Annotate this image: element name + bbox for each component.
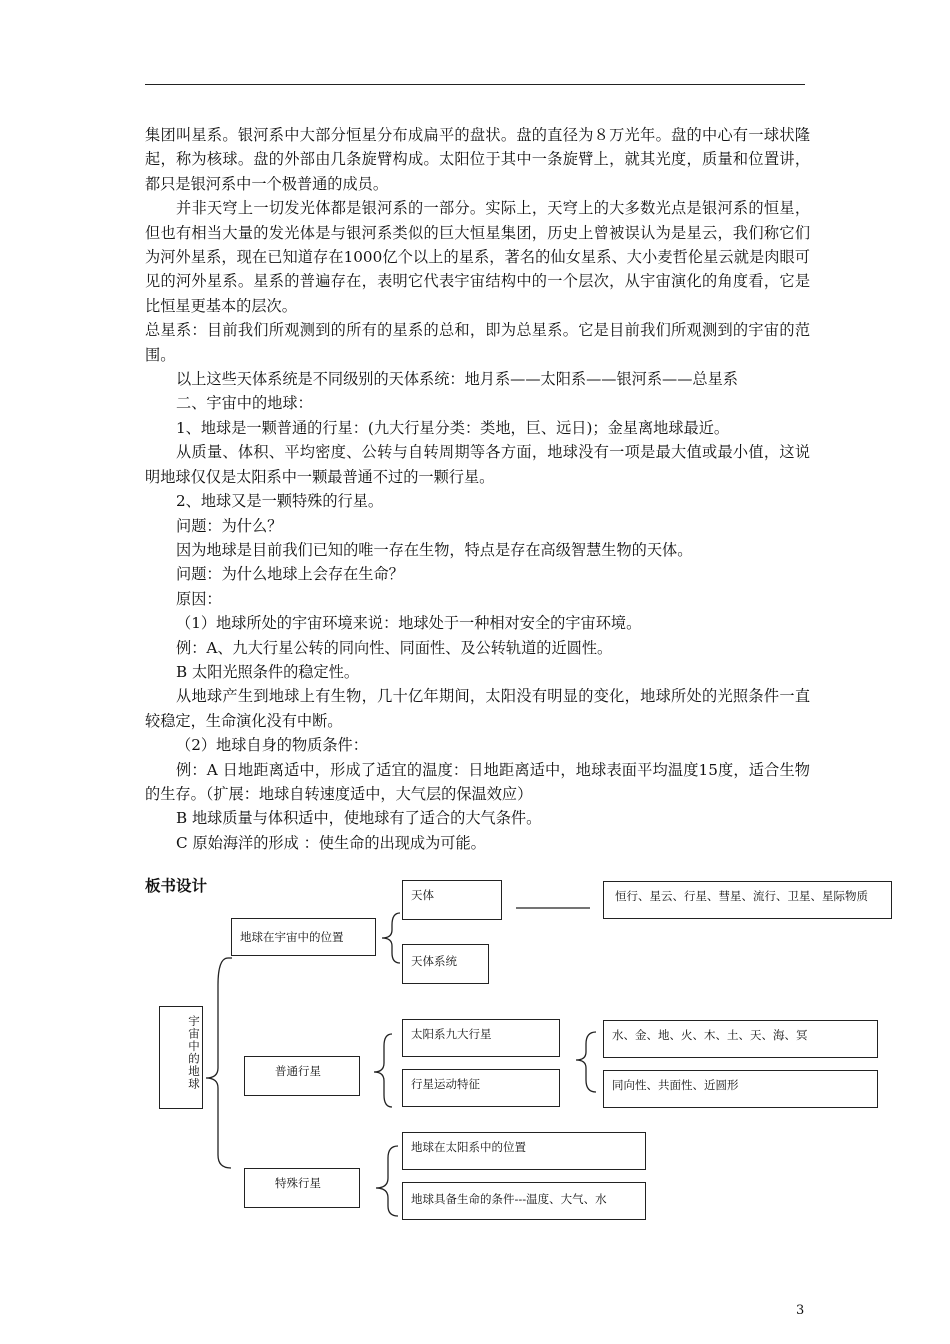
planet-motion-node: 行星运动特征	[402, 1069, 560, 1107]
special-planet-node: 特殊行星	[244, 1168, 360, 1208]
paragraph: 问题：为什么地球上会存在生命？	[176, 565, 404, 584]
paragraph: 原因：	[176, 589, 222, 608]
paragraph: 从质量、体积、平均密度、公转与自转周期等各方面，地球没有一项是最大值或最小值，这说明地球仅仅是太阳系中一颗最普通不过的一颗行星。	[145, 443, 810, 486]
life-conditions-node: 地球具备生命的条件---温度、大气、水	[402, 1182, 646, 1220]
b1-brace	[382, 913, 400, 963]
paragraph: 从地球产生到地球上有生物，几十亿年期间，太阳没有明显的变化，地球所处的光照条件一直较稳定，生命演化没有中断。	[145, 687, 810, 730]
paragraph: 总星系：目前我们所观测到的所有的星系的总和，即为总星系。它是目前我们所观测到的宇宙的范围。	[145, 321, 810, 364]
planet-list-node: 水、金、地、火、木、土、天、海、冥	[603, 1020, 878, 1058]
branch-position-node: 地球在宇宙中的位置	[231, 918, 376, 956]
paragraph: 问题：为什么？	[176, 516, 283, 535]
b2-brace	[374, 1034, 392, 1107]
paragraph: 集团叫星系。银河系中大部分恒星分布成扁平的盘状。盘的直径为８万光年。盘的中心有一球状隆起，称为核球。盘的外部由几条旋臂构成。太阳位于其中一条旋臂上，就其光度，质量和位置讲，都只是银河系中一个极普通的成员。	[145, 126, 810, 193]
ordinary-planet-node: 普通行星	[244, 1056, 360, 1096]
nine-planets-node: 太阳系九大行星	[402, 1019, 560, 1057]
paragraph: C 原始海洋的形成 ：使生命的出现成为可能。	[176, 833, 486, 852]
b2-detail-brace	[576, 1032, 596, 1092]
page-number: 3	[796, 1303, 805, 1318]
paragraph: 二、宇宙中的地球：	[176, 394, 313, 413]
paragraph: 并非天穹上一切发光体都是银河系的一部分。实际上，天穹上的大多数光点是银河系的恒星，但也有相当大量的发光体是与银河系类似的巨大恒星集团，历史上曾被误认为是星云，我们称它们为河外星系，现在已知道存在1000亿个以上的星系，著名的仙女星系、大小麦哲伦星云就是肉眼可见的河外星系。星系的普遍存在，表明它代表宇宙结构中的一个层次，从宇宙演化的角度看，它是比恒星更基本的层次。	[145, 199, 810, 315]
celestial-system-node: 天体系统	[402, 944, 489, 984]
paragraph: B 太阳光照条件的稳定性。	[176, 662, 360, 681]
paragraph: 2、地球又是一颗特殊的行星。	[176, 492, 384, 511]
paragraph: 例：A 日地距离适中，形成了适宜的温度：日地距离适中，地球表面平均温度15度，适合生物的生存。（扩展：地球自转速度适中，大气层的保温效应）	[145, 760, 810, 803]
paragraph: 1、地球是一颗普通的行星：(九大行星分类：类地，巨、远日)；金星离地球最近。	[176, 418, 730, 437]
paragraph: （2）地球自身的物质条件：	[176, 736, 368, 755]
paragraph: 以上这些天体系统是不同级别的天体系统：地月系——太阳系——银河系——总星系	[176, 370, 738, 389]
paragraph: 因为地球是目前我们已知的唯一存在生物，特点是存在高级智慧生物的天体。	[176, 540, 693, 559]
section-title: 板书设计	[145, 877, 208, 895]
b3-brace	[376, 1146, 398, 1216]
root-brace	[206, 958, 231, 1168]
paragraph: B 地球质量与体积适中，使地球有了适合的大气条件。	[176, 809, 542, 828]
celestial-body-node: 天体	[402, 880, 502, 920]
paragraph: （1）地球所处的宇宙环境来说：地球处于一种相对安全的宇宙环境。	[176, 614, 642, 633]
root-node: 宇宙中的地球	[159, 1006, 203, 1109]
celestial-body-detail-node: 恒行、星云、行星、彗星、流行、卫星、星际物质	[603, 881, 892, 919]
paragraph: 例：A、九大行星公转的同向性、同面性、及公转轨道的近圆性。	[176, 638, 613, 657]
motion-features-node: 同向性、共面性、近圆形	[603, 1070, 878, 1108]
earth-position-node: 地球在太阳系中的位置	[402, 1132, 646, 1170]
